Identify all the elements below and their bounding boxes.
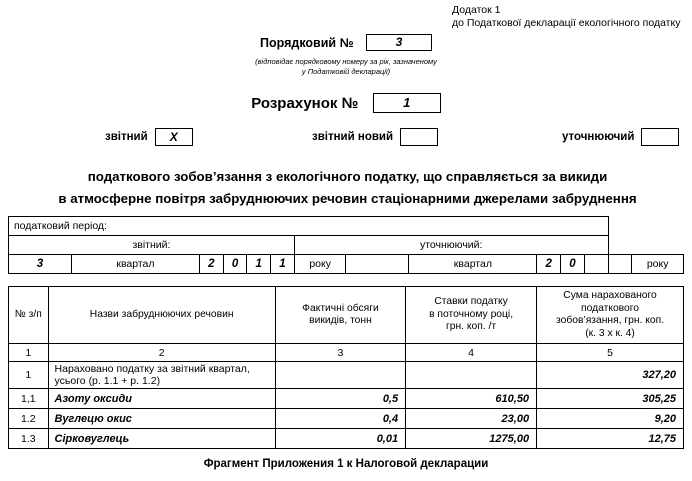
row-index: 1.3	[9, 429, 49, 449]
calculation-row	[0, 93, 692, 113]
table-row	[9, 409, 684, 429]
correcting-quarter-value[interactable]	[346, 255, 409, 274]
order-number-label: Порядковий №	[260, 35, 354, 50]
table-header-row	[9, 287, 684, 344]
reporting-year-digit-1[interactable]: 2	[199, 255, 223, 274]
header-substance-name: Назви забруднюючих речовин	[48, 287, 275, 344]
tax-period-reporting-label: звітний:	[9, 236, 295, 255]
row-index: 1.2	[9, 409, 49, 429]
order-number-note	[0, 57, 692, 77]
page-title	[20, 166, 675, 210]
declaration-type-reporting-new-checkbox[interactable]	[400, 128, 438, 146]
row-rate[interactable]: 610,50	[406, 389, 537, 409]
correcting-year-label: року	[632, 255, 684, 274]
row-name: Нараховано податку за звітний квартал, усього (р. 1.1 + р. 1.2)	[48, 362, 275, 389]
header-tax-sum-line-3: зобов’язання, грн. коп.	[555, 315, 665, 326]
table-row	[9, 429, 684, 449]
row-sum[interactable]: 327,20	[537, 362, 684, 389]
column-number-2: 2	[48, 344, 275, 362]
header-actual-volume-line-2: викидів, тонн	[309, 315, 372, 326]
row-volume[interactable]	[275, 362, 405, 389]
row-sum[interactable]: 9,20	[537, 409, 684, 429]
header-tax-sum-line-1: Сума нарахованого	[563, 290, 657, 301]
tax-period-values-row	[9, 255, 684, 274]
declaration-type-reporting	[105, 128, 193, 146]
tax-period-correcting-label: уточнюючий:	[294, 236, 608, 255]
declaration-type-row	[0, 128, 692, 150]
table-row	[9, 389, 684, 409]
declaration-type-correcting-checkbox[interactable]	[641, 128, 679, 146]
calculation-number-field[interactable]: 1	[373, 93, 441, 113]
reporting-year-digit-3[interactable]: 1	[247, 255, 271, 274]
order-number-note-line-2: у Податковій декларації)	[301, 67, 391, 76]
header-tax-rate	[406, 287, 537, 344]
row-sum[interactable]: 12,75	[537, 429, 684, 449]
header-line-1: Додаток 1	[452, 4, 501, 16]
row-rate[interactable]	[406, 362, 537, 389]
reporting-quarter-value[interactable]: 3	[9, 255, 72, 274]
header-row-number: № з/п	[9, 287, 49, 344]
row-rate[interactable]: 23,00	[406, 409, 537, 429]
header-tax-sum-line-4: (к. 3 х к. 4)	[585, 327, 635, 339]
column-number-5: 5	[537, 344, 684, 362]
correcting-year-digit-2[interactable]: 0	[561, 255, 585, 274]
order-number-field[interactable]: 3	[366, 34, 432, 51]
reporting-year-digit-2[interactable]: 0	[223, 255, 247, 274]
header-actual-volume	[275, 287, 405, 344]
tax-period-table	[8, 216, 684, 274]
row-sum[interactable]: 305,25	[537, 389, 684, 409]
declaration-type-reporting-label: звітний	[105, 131, 148, 143]
declaration-type-reporting-new	[312, 128, 438, 146]
row-volume[interactable]: 0,01	[275, 429, 405, 449]
reporting-quarter-label: квартал	[71, 255, 199, 274]
page-title-line-2: в атмосферне повітря забруднюючих речовин стаціонарними джерелами забруднення	[58, 191, 637, 206]
order-number-row	[0, 34, 692, 52]
header-tax-sum	[537, 287, 684, 344]
tax-calculation-table	[8, 286, 684, 449]
order-number-note-line-1: (відповідає порядковому номеру за рік, зазначеному	[255, 57, 437, 66]
tax-period-subcaption-row	[9, 236, 684, 255]
correcting-year-digit-1[interactable]: 2	[537, 255, 561, 274]
declaration-type-reporting-new-label: звітний новий	[312, 131, 394, 143]
header-line-2: до Податкової декларації екологічного податку	[452, 17, 681, 29]
header-tax-rate-line-3: грн. коп. /т	[446, 321, 497, 333]
column-number-1: 1	[9, 344, 49, 362]
tax-period-caption-row	[9, 217, 684, 236]
correcting-year-digit-3[interactable]	[584, 255, 608, 274]
row-rate[interactable]: 1275,00	[406, 429, 537, 449]
tax-period-caption: податковий період:	[9, 217, 609, 236]
row-index: 1	[9, 362, 49, 389]
reporting-year-label: року	[294, 255, 346, 274]
header-actual-volume-line-1: Фактичні обсяги	[302, 302, 379, 314]
row-index: 1,1	[9, 389, 49, 409]
column-number-3: 3	[275, 344, 405, 362]
header-tax-sum-line-2: податкового	[581, 302, 640, 314]
figure-caption: Фрагмент Приложения 1 к Налоговой декларации	[203, 458, 489, 470]
declaration-type-correcting	[562, 128, 679, 146]
column-number-4: 4	[406, 344, 537, 362]
calculation-label: Розрахунок №	[251, 94, 359, 112]
column-number-row	[9, 344, 684, 362]
declaration-type-correcting-label: уточнюючий	[562, 131, 635, 143]
declaration-type-reporting-checkbox[interactable]: X	[155, 128, 193, 146]
row-name: Азоту оксиди	[48, 389, 275, 409]
document-header	[452, 4, 680, 30]
header-tax-rate-line-1: Ставки податку	[434, 296, 508, 308]
correcting-quarter-label: квартал	[409, 255, 537, 274]
page-title-line-1: податкового зобов’язання з екологічного податку, що справляється за викиди	[87, 169, 608, 184]
header-tax-rate-line-2: в поточному році,	[429, 308, 514, 320]
correcting-year-digit-4[interactable]	[608, 255, 632, 274]
reporting-year-digit-4[interactable]: 1	[271, 255, 295, 274]
table-row	[9, 362, 684, 389]
row-volume[interactable]: 0,5	[275, 389, 405, 409]
row-volume[interactable]: 0,4	[275, 409, 405, 429]
row-name: Сірковуглець	[48, 429, 275, 449]
row-name: Вуглецю окис	[48, 409, 275, 429]
